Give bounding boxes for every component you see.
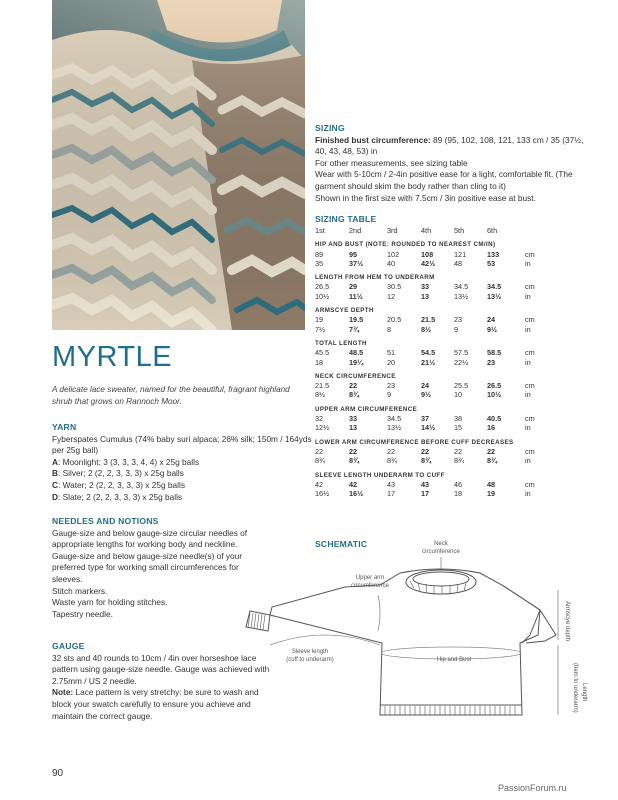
table-cell: 24 bbox=[487, 315, 496, 325]
page-number: 90 bbox=[52, 768, 64, 779]
table-cell: 7½ bbox=[315, 324, 326, 334]
schematic-upper-arm-label: Upper arm bbox=[355, 575, 385, 581]
table-cell: 42 bbox=[349, 479, 358, 489]
table-cell: 23 bbox=[454, 315, 463, 325]
table-cell: 16½ bbox=[349, 489, 364, 499]
table-cell: 8¾ bbox=[349, 390, 360, 400]
table-cell: 22 bbox=[387, 446, 396, 456]
table-cell: 32 bbox=[315, 414, 324, 424]
needles-line: Waste yarn for holding stitches. bbox=[52, 597, 168, 608]
table-cell: 22 bbox=[421, 446, 430, 456]
table-row bbox=[315, 250, 555, 259]
table-row bbox=[315, 315, 555, 324]
sizing-line: For other measurements, see sizing table bbox=[315, 157, 468, 168]
table-cell: 29 bbox=[349, 282, 358, 292]
table-cell: 37½ bbox=[349, 258, 364, 268]
table-cell: 40 bbox=[387, 258, 396, 268]
table-cell: cm bbox=[525, 446, 535, 456]
table-row bbox=[315, 456, 555, 465]
table-row bbox=[315, 414, 555, 423]
size-header-cell: 4th bbox=[421, 226, 432, 235]
table-cell: 8¾ bbox=[454, 456, 465, 466]
table-cell: cm bbox=[525, 414, 535, 424]
table-cell: 13½ bbox=[387, 423, 402, 433]
table-row bbox=[315, 259, 555, 268]
table-cell: 45.5 bbox=[315, 348, 330, 358]
size-header-cell: 1st bbox=[315, 226, 325, 235]
section-title: NECK CIRCUMFERENCE bbox=[315, 372, 396, 380]
schematic-neck-label: Neck bbox=[434, 541, 448, 547]
section-title-row bbox=[315, 367, 555, 381]
size-header-cell: 6th bbox=[487, 226, 498, 235]
table-cell: 19 bbox=[487, 489, 496, 499]
table-cell: 35 bbox=[315, 258, 324, 268]
pattern-intro: A delicate lace sweater, named for the beautiful, fragrant highland shrub that grows on Rannoch Moor. bbox=[52, 385, 290, 406]
table-cell: 9½ bbox=[421, 390, 432, 400]
table-cell: 21.5 bbox=[421, 315, 436, 325]
table-cell: 25.5 bbox=[454, 381, 469, 391]
table-cell: 23 bbox=[387, 381, 396, 391]
table-cell: 54.5 bbox=[421, 348, 436, 358]
table-cell: 22 bbox=[315, 446, 324, 456]
table-row bbox=[315, 282, 555, 291]
table-cell: 18 bbox=[454, 489, 463, 499]
size-header-blank bbox=[525, 226, 555, 235]
table-cell: 33 bbox=[349, 414, 358, 424]
yarn-color-d: D: Slate; 2 (2, 2, 3, 3, 3) x 25g balls bbox=[52, 491, 183, 502]
sizing-heading: SIZING bbox=[315, 123, 345, 133]
table-cell: cm bbox=[525, 479, 535, 489]
sweater-photo bbox=[52, 0, 305, 330]
table-cell: 26.5 bbox=[315, 282, 330, 292]
needles-line: Tapestry needle. bbox=[52, 608, 113, 619]
schematic-hip-bust-label: Hip and Bust bbox=[436, 657, 472, 663]
table-cell: 21.5 bbox=[315, 381, 330, 391]
table-cell: 42½ bbox=[421, 258, 436, 268]
table-cell: cm bbox=[525, 381, 535, 391]
table-cell: 57.5 bbox=[454, 348, 469, 358]
table-row bbox=[315, 423, 555, 432]
schematic-neck-label-2: circumference bbox=[422, 549, 460, 555]
table-cell: 22 bbox=[454, 446, 463, 456]
table-cell: 8¾ bbox=[421, 456, 432, 466]
table-row bbox=[315, 447, 555, 456]
table-cell: 8½ bbox=[421, 324, 432, 334]
section-title: LOWER ARM CIRCUMFERENCE BEFORE CUFF DECREASES bbox=[315, 438, 514, 446]
table-cell: 34.5 bbox=[487, 282, 502, 292]
table-cell: 8¾ bbox=[387, 456, 398, 466]
section-title: UPPER ARM CIRCUMFERENCE bbox=[315, 405, 418, 413]
schematic-diagram bbox=[240, 535, 600, 750]
table-cell: 22½ bbox=[454, 357, 469, 367]
schematic-sleeve-label-2: (cuff to underarm) bbox=[286, 657, 334, 663]
gauge-heading: GAUGE bbox=[52, 641, 85, 651]
table-cell: 8¾ bbox=[487, 456, 498, 466]
section-title-row bbox=[315, 433, 555, 447]
pattern-title: MYRTLE bbox=[52, 341, 173, 373]
section-title: LENGTH FROM HEM TO UNDERARM bbox=[315, 274, 435, 282]
table-cell: 8¾ bbox=[315, 456, 326, 466]
table-row bbox=[315, 325, 555, 334]
sizing-table-heading: SIZING TABLE bbox=[315, 214, 377, 224]
table-cell: 12½ bbox=[315, 423, 330, 433]
table-cell: 9½ bbox=[487, 324, 498, 334]
yarn-color-a: A: Moonlight; 3 (3, 3, 3, 4, 4) x 25g balls bbox=[52, 456, 200, 467]
table-row bbox=[315, 480, 555, 489]
table-cell: 30.5 bbox=[387, 282, 402, 292]
table-cell: 14½ bbox=[421, 423, 436, 433]
section-title-row bbox=[315, 400, 555, 414]
table-cell: in bbox=[525, 489, 531, 499]
table-cell: 15 bbox=[454, 423, 463, 433]
table-cell: 17 bbox=[421, 489, 430, 499]
table-cell: 48.5 bbox=[349, 348, 364, 358]
table-row bbox=[315, 381, 555, 390]
table-cell: 48 bbox=[454, 258, 463, 268]
table-cell: 22 bbox=[487, 446, 496, 456]
table-cell: 46 bbox=[454, 479, 463, 489]
table-cell: 43 bbox=[387, 479, 396, 489]
table-cell: 95 bbox=[349, 249, 358, 259]
table-cell: 40.5 bbox=[487, 414, 502, 424]
section-title-row bbox=[315, 334, 555, 348]
table-cell: 17 bbox=[387, 489, 396, 499]
table-cell: cm bbox=[525, 348, 535, 358]
section-title-row bbox=[315, 268, 555, 282]
table-cell: cm bbox=[525, 282, 535, 292]
table-cell: cm bbox=[525, 315, 535, 325]
section-title-row bbox=[315, 466, 555, 480]
table-cell: 16½ bbox=[315, 489, 330, 499]
table-cell: in bbox=[525, 258, 531, 268]
table-cell: 19¼ bbox=[349, 357, 364, 367]
section-title: HIP AND BUST (NOTE: ROUNDED TO NEAREST CM/IN) bbox=[315, 241, 496, 249]
table-cell: 108 bbox=[421, 249, 434, 259]
table-cell: in bbox=[525, 291, 531, 301]
section-title: SLEEVE LENGTH UNDERARM TO CUFF bbox=[315, 471, 445, 479]
table-cell: 13½ bbox=[487, 291, 502, 301]
table-cell: in bbox=[525, 456, 531, 466]
table-cell: 20 bbox=[387, 357, 396, 367]
yarn-heading: YARN bbox=[52, 422, 77, 432]
table-cell: 8¾ bbox=[349, 456, 360, 466]
table-cell: 24 bbox=[421, 381, 430, 391]
table-cell: 11½ bbox=[349, 291, 363, 301]
table-cell: 7¾ bbox=[349, 324, 360, 334]
schematic-length-label: Length bbox=[581, 683, 587, 702]
table-cell: 26.5 bbox=[487, 381, 502, 391]
table-cell: 20.5 bbox=[387, 315, 402, 325]
section-title: TOTAL LENGTH bbox=[315, 339, 367, 347]
table-row bbox=[315, 390, 555, 399]
table-cell: 10 bbox=[454, 390, 463, 400]
yarn-color-c: C: Water; 2 (2, 2, 3, 3, 3) x 25g balls bbox=[52, 479, 185, 490]
table-cell: in bbox=[525, 357, 531, 367]
table-cell: 12 bbox=[387, 291, 396, 301]
table-cell: in bbox=[525, 324, 531, 334]
size-header-cell: 5th bbox=[454, 226, 465, 235]
yarn-section bbox=[52, 422, 312, 503]
table-cell: 21½ bbox=[421, 357, 436, 367]
sizes-header-row bbox=[315, 226, 555, 235]
sizing-bust: Finished bust circumference: 89 (95, 102, 108, 121, 133 cm / 35 (37½, 40, 43, 48, 53) in bbox=[315, 134, 584, 157]
gauge-note: Note: Lace pattern is very stretchy: be sure to wash and block your swatch carefully to ensure you achieve and maintain the correct gauge. bbox=[52, 687, 259, 721]
table-cell: 23 bbox=[487, 357, 496, 367]
table-cell: 9 bbox=[387, 390, 392, 400]
schematic-length-label-2: (hem to underarm) bbox=[572, 663, 578, 713]
section-title-row bbox=[315, 301, 555, 315]
sizing-line: Wear with 5-10cm / 2-4in positive ease for a light, comfortable fit. (The garment should skim the body rather than cling to it) bbox=[315, 169, 573, 191]
table-cell: 9 bbox=[454, 324, 459, 334]
table-cell: 53 bbox=[487, 258, 496, 268]
table-cell: 8½ bbox=[315, 390, 326, 400]
table-cell: 89 bbox=[315, 249, 324, 259]
yarn-description: Fyberspates Cumulus (74% baby suri alpaca; 26% silk; 150m / 164yds per 25g ball) bbox=[52, 433, 312, 456]
table-cell: 58.5 bbox=[487, 348, 502, 358]
section-title: ARMSCYE DEPTH bbox=[315, 307, 374, 315]
gauge-text: 32 sts and 40 rounds to 10cm / 4in over horseshoe lace pattern using gauge-size needle. Gauge was achieved with 2.75mm / US 2 needle. bbox=[52, 652, 270, 686]
table-cell: 13½ bbox=[454, 291, 469, 301]
size-header-cell: 2nd bbox=[349, 226, 362, 235]
size-header-cell: 3rd bbox=[387, 226, 398, 235]
table-cell: 102 bbox=[387, 249, 400, 259]
sizing-section bbox=[315, 123, 590, 204]
table-cell: in bbox=[525, 423, 531, 433]
table-cell: 34.5 bbox=[454, 282, 469, 292]
schematic-heading: SCHEMATIC bbox=[315, 539, 368, 549]
table-row bbox=[315, 358, 555, 367]
table-cell: 121 bbox=[454, 249, 467, 259]
schematic-upper-arm-label-2: circumference bbox=[351, 583, 389, 589]
schematic-armscye-label: Armscye depth bbox=[564, 601, 570, 642]
table-cell: 10½ bbox=[487, 390, 502, 400]
table-cell: 19.5 bbox=[349, 315, 364, 325]
table-cell: 19 bbox=[315, 315, 324, 325]
table-cell: 8 bbox=[387, 324, 392, 334]
table-cell: 43 bbox=[421, 479, 430, 489]
yarn-color-b: B: Silver; 2 (2, 2, 3, 3, 3) x 25g balls bbox=[52, 468, 184, 479]
table-cell: 13 bbox=[421, 291, 430, 301]
section-title-row bbox=[315, 235, 555, 249]
schematic-sleeve-label: Sleeve length bbox=[291, 649, 329, 655]
table-cell: 34.5 bbox=[387, 414, 402, 424]
table-cell: in bbox=[525, 390, 531, 400]
sizing-table bbox=[315, 226, 555, 498]
needles-line: Stitch markers. bbox=[52, 585, 108, 596]
needles-line: Gauge-size and below gauge-size needle(s) of your preferred type for working small circumferences for sleeves. bbox=[52, 550, 243, 584]
table-row bbox=[315, 292, 555, 301]
table-row bbox=[315, 489, 555, 498]
table-cell: 37 bbox=[421, 414, 430, 424]
watermark: PassionForum.ru bbox=[498, 783, 567, 793]
table-cell: 38 bbox=[454, 414, 463, 424]
table-cell: 133 bbox=[487, 249, 500, 259]
table-cell: 22 bbox=[349, 446, 358, 456]
table-cell: 51 bbox=[387, 348, 396, 358]
table-cell: 18 bbox=[315, 357, 324, 367]
table-cell: 42 bbox=[315, 479, 324, 489]
needles-heading: NEEDLES AND NOTIONS bbox=[52, 516, 159, 526]
table-cell: 13 bbox=[349, 423, 358, 433]
table-cell: 48 bbox=[487, 479, 496, 489]
table-cell: 33 bbox=[421, 282, 430, 292]
table-cell: cm bbox=[525, 249, 535, 259]
table-cell: 10½ bbox=[315, 291, 330, 301]
table-cell: 22 bbox=[349, 381, 358, 391]
table-cell: 16 bbox=[487, 423, 496, 433]
needles-line: Gauge-size and below gauge-size circular needles of appropriate lengths for working body and neckline. bbox=[52, 527, 248, 550]
sizing-line: Shown in the first size with 7.5cm / 3in positive ease at bust. bbox=[315, 192, 536, 203]
table-row bbox=[315, 348, 555, 357]
